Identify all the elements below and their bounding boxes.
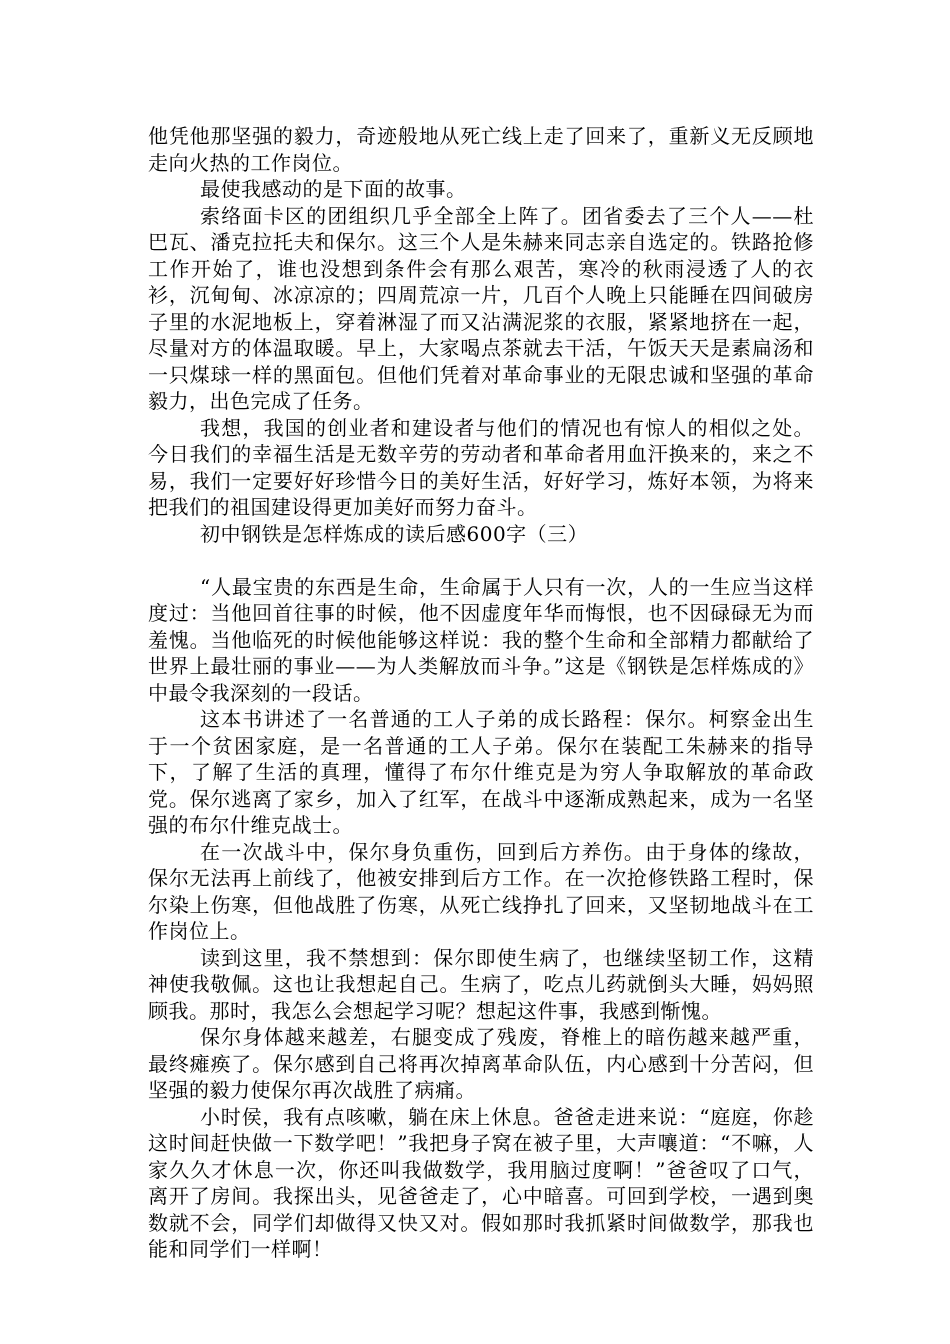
paragraph: 保尔身体越来越差，右腿变成了残废，脊椎上的暗伤越来越严重，最终瘫痪了。保尔感到自己将再次掉离革命队伍，内心感到十分苦闷，但坚强的毅力使保尔再次战胜了病痛。	[148, 1025, 814, 1102]
blank-line	[148, 547, 814, 574]
paragraph-continuation: 他凭他那坚强的毅力，奇迹般地从死亡线上走了回来了，重新义无反顾地走向火热的工作岗位。	[148, 124, 814, 175]
paragraph: 索络面卡区的团组织几乎全部全上阵了。团省委去了三个人——杜巴瓦、潘克拉托夫和保尔。这三个人是朱赫来同志亲自选定的。铁路抢修工作开始了，谁也没想到条件会有那么艰苦，寒冷的秋雨浸透了人的衣衫，沉甸甸、冰凉凉的；四周荒凉一片，几百个人晚上只能睡在四间破房子里的水泥地板上，穿着淋湿了而又沾满泥浆的衣服，紧紧地挤在一起，尽量对方的体温取暖。早上，大家喝点茶就去干活，午饭天天是素扁汤和一只煤球一样的黑面包。但他们凭着对革命事业的无限忠诚和坚强的革命毅力，出色完成了任务。	[148, 203, 814, 413]
paragraph: 读到这里，我不禁想到：保尔即使生病了，也继续坚韧工作，这精神使我敬佩。这也让我想起自己。生病了，吃点儿药就倒头大睡，妈妈照顾我。那时，我怎么会想起学习呢？想起这件事，我感到惭愧。	[148, 945, 814, 1023]
paragraph: “人最宝贵的东西是生命，生命属于人只有一次，人的一生应当这样度过：当他回首往事的时候，他不因虚度年华而悔恨，也不因碌碌无为而羞愧。当他临死的时候他能够这样说：我的整个生命和全部精力都献给了世界上最壮丽的事业——为人类解放而斗争。”这是《钢铁是怎样炼成的》中最令我深刻的一段话。	[148, 574, 814, 705]
section-heading: 初中钢铁是怎样炼成的读后感600字（三）	[200, 521, 589, 546]
paragraph: 我想，我国的创业者和建设者与他们的情况也有惊人的相似之处。今日我们的幸福生活是无数辛劳的劳动者和革命者用血汗换来的，来之不易，我们一定要好好珍惜今日的美好生活，好好学习，炼好本领，为将来把我们的祖国建设得更加美好而努力奋斗。	[148, 415, 814, 519]
paragraph: 这本书讲述了一名普通的工人子弟的成长路程：保尔。柯察金出生于一个贫困家庭，是一名普通的工人子弟。保尔在装配工朱赫来的指导下，了解了生活的真理，懂得了布尔什维克是为穷人争取解放的革命政党。保尔逃离了家乡，加入了红军，在战斗中逐渐成熟起来，成为一名坚强的布尔什维克战士。	[148, 707, 814, 837]
document-body	[148, 123, 814, 1263]
paragraph: 在一次战斗中，保尔身负重伤，回到后方养伤。由于身体的缘故，保尔无法再上前线了，他被安排到后方工作。在一次抢修铁路工程时，保尔染上伤寒，但他战胜了伤寒，从死亡线挣扎了回来，又坚韧地战斗在工作岗位上。	[148, 839, 814, 943]
paragraph: 小时侯，我有点咳嗽，躺在床上休息。爸爸走进来说：“庭庭，你趁这时间赶快做一下数学吧！”我把身子窝在被子里，大声嚷道：“不嘛，人家久久才休息一次，你还叫我做数学，我用脑过度啊！”爸爸叹了口气，离开了房间。我探出头，见爸爸走了，心中暗喜。可回到学校，一遇到奥数就不会，同学们却做得又快又对。假如那时我抓紧时间做数学，那我也能和同学们一样啊！	[148, 1104, 814, 1261]
paragraph: 最使我感动的是下面的故事。	[200, 177, 467, 201]
